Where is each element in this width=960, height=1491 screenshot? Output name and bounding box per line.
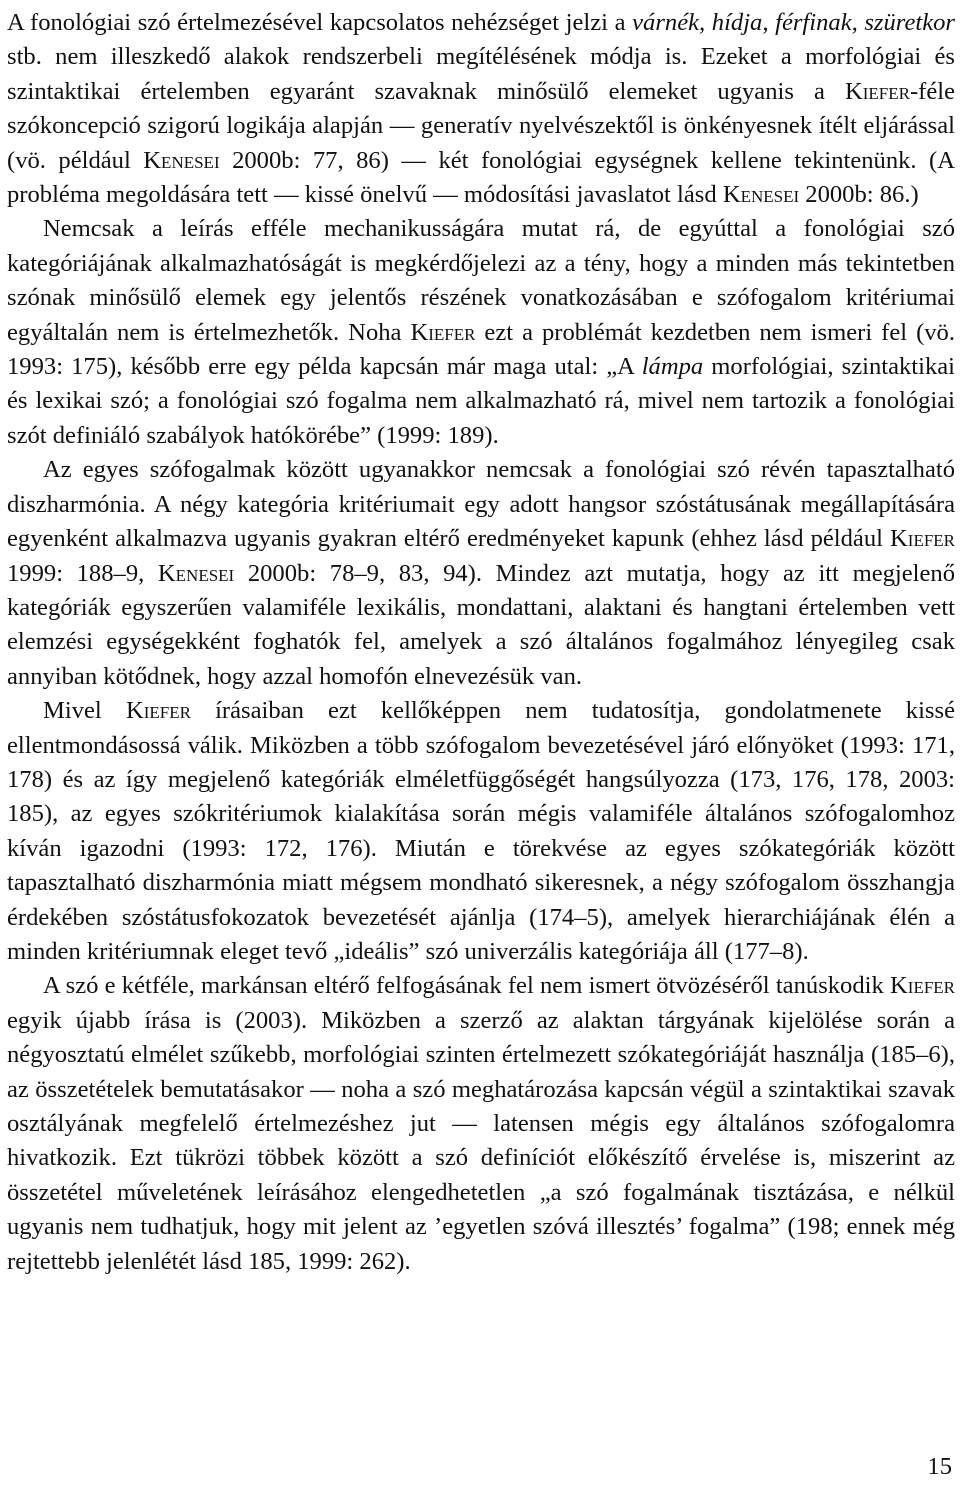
text-run: Az egyes szófogalmak között ugyanakkor nemcsak a fonológiai szó révén tapasztalható diszharmónia. A négy kategória kritériumait egy adott hangsor szóstátusának megállapítására egyenként alkalmazva ugyanis gyakran eltérő eredményeket kapunk (ehhez lásd például: [7, 456, 955, 553]
text-run: 1999: 188–9,: [7, 559, 158, 587]
paragraph: [7, 969, 955, 1279]
page-number: 15: [927, 1453, 952, 1480]
author-name: Kiefer: [125, 697, 191, 725]
text-run: ezt a problémát kezdetben nem ismeri fel (vö. 1993: 175), később erre egy példa kapcsán már maga utal: „A: [7, 318, 955, 381]
author-name: Kiefer: [844, 77, 910, 105]
author-name: Kiefer: [890, 972, 955, 1000]
text-run: 2000b: 78–9, 83, 94). Mindez azt mutatja, hogy az itt megjelenő kategóriák egyszerűen valamiféle lexikális, mondattani, alaktani és hangtani értelemben vett elemzési egységekként foghatók fel, amelyek a szó általános fogalmához lényegileg csak annyiban kötődnek, hogy azzal homofón elnevezésük van.: [7, 559, 956, 690]
text-run: morfológiai, szintaktikai és lexikai szó; a fonológiai szó fogalma nem alkalmazható rá, mivel nem tartozik a fonológiai szót definiáló szabályok hatókörébe” (1999: 189).: [7, 353, 955, 449]
author-name: Kenesei: [157, 559, 235, 587]
text-run: írásaiban ezt kellőképpen nem tudatosítja, gondolatmenete kissé ellentmondásossá válik. Miközben a több szófogalom bevezetésével járó előnyöket (1993: 171, 178) és az így megjelenő kategóriák elméletfüggőségét hangsúlyozza (173, 176, 178, 2003: 185), az egyes szókritériumok kialakítása során mégis valamiféle általános szófogalomhoz kíván igazodni (1993: 172, 176). Miután e törekvése az egyes szókategóriák között tapasztalható diszharmónia miatt mégsem mondható sikeresnek, a négy szófogalom összhangja érdekében szóstátusfokozatok bevezetését ajánlja (174–5), amelyek hierarchiájának élén a minden kritériumnak eleget tevő „ideális” szó univerzális kategóriája áll (177–8).: [7, 697, 955, 965]
text-run: stb. nem illeszkedő alakok rendszerbeli megítélésének módja is. Ezeket a morfológiai és szintaktikai értelemben egyaránt szavaknak minősülő elemeket ugyanis a: [7, 43, 955, 105]
paragraph: [7, 6, 955, 212]
document-page: [7, 6, 955, 1279]
text-run: A fonológiai szó értelmezésével kapcsolatos nehézséget jelzi a: [7, 9, 633, 36]
text-run: Nemcsak a leírás efféle mechanikusságára mutat rá, de egyúttal a fonológiai szó kategóriájának alkalmazhatóságát is megkérdőjelezi az a tény, hogy a minden más tekintetben szónak minősülő elemek egy jelentős részének vonatkozásában e szófogalom kritériumai egyáltalán nem is értelmezhetők. Noha: [7, 215, 955, 346]
text-run: egyik újabb írása is (2003). Miközben a szerző az alaktan tárgyának kijelölése során a négyosztatú elmélet szűkebb, morfológiai szinten értelmezett szókategóriáját használja (185–6), az összetételek bemutatásakor — noha a szó meghatározása kapcsán végül a szintaktikai szavak osztályának megfelelő értelmezéshez jut — latensen mégis egy általános szófogalomra hivatkozik. Ezt tükrözi többek között a szó definíciót előkészítő érvelése is, miszerint az összetétel műveletének leírásához elengedhetetlen „a szó fogalmának tisztázása, e nélkül ugyanis nem tudhatjuk, hogy mit jelent az ’egyetlen szóvá illesztés’ fogalma” (198; ennek még rejtettebb jelenlétét lásd 185, 1999: 262).: [7, 1006, 955, 1275]
author-name: Kenesei: [143, 146, 220, 174]
author-name: Kiefer: [410, 318, 476, 346]
paragraph: [7, 212, 955, 453]
paragraph: [7, 453, 955, 694]
text-run: Mivel: [43, 697, 126, 725]
author-name: Kenesei: [722, 181, 800, 209]
italic-term: várnék, hídja, férfinak, szüretkor: [632, 9, 955, 36]
text-run: 2000b: 77, 86) — két fonológiai egységnek kellene tekintenünk. (A probléma megoldására tett — kissé önelvű — módosítási javaslatot lásd: [7, 146, 956, 209]
italic-term: lámpa: [641, 353, 704, 381]
paragraph: [7, 694, 955, 969]
text-run: A szó e kétféle, markánsan eltérő felfogásának fel nem ismert ötvözéséről tanúskodik: [43, 972, 891, 1000]
author-name: Kiefer: [890, 525, 955, 553]
text-run: 2000b: 86.): [799, 181, 919, 209]
text-run: -féle szókoncepció szigorú logikája alapján — generatív nyelvészektől is önkényesnek ítélt eljárással (vö. például: [7, 77, 955, 174]
